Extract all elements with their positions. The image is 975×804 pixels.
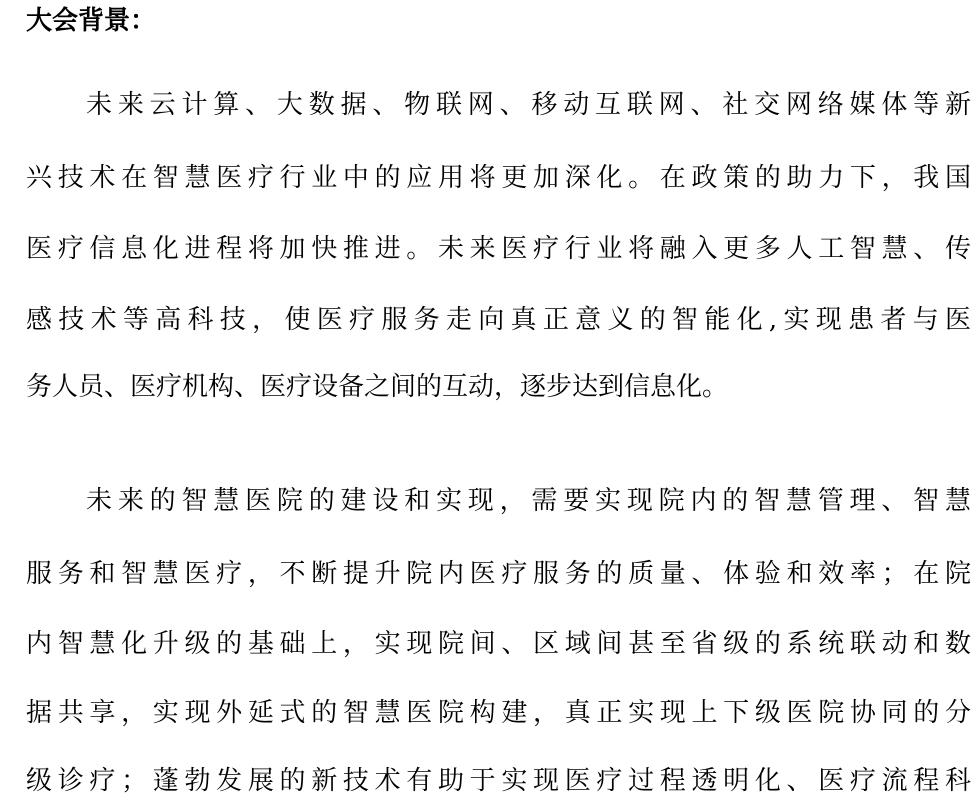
paragraph-line: 医疗信息化进程将加快推进。未来医疗行业将融入更多人工智慧、传 (26, 234, 971, 264)
paragraph-line: 务人员、医疗机构、医疗设备之间的互动，逐步达到信息化。 (26, 372, 729, 402)
section-heading: 大会背景： (26, 6, 157, 36)
paragraph-line: 感技术等高科技，使医疗服务走向真正意义的智能化,实现患者与医 (26, 305, 971, 335)
paragraph-line: 未来的智慧医院的建设和实现，需要实现院内的智慧管理、智慧 (86, 486, 971, 516)
paragraph-line: 级诊疗；蓬勃发展的新技术有助于实现医疗过程透明化、医疗流程科 (26, 766, 971, 796)
paragraph-line: 未来云计算、大数据、物联网、移动互联网、社交网络媒体等新 (86, 90, 971, 120)
paragraph-line: 服务和智慧医疗，不断提升院内医疗服务的质量、体验和效率；在院 (26, 559, 971, 589)
paragraph-line: 内智慧化升级的基础上，实现院间、区域间甚至省级的系统联动和数 (26, 629, 971, 659)
paragraph-line: 兴技术在智慧医疗行业中的应用将更加深化。在政策的助力下，我国 (26, 163, 971, 193)
paragraph-line: 据共享，实现外延式的智慧医院构建，真正实现上下级医院协同的分 (26, 698, 971, 728)
